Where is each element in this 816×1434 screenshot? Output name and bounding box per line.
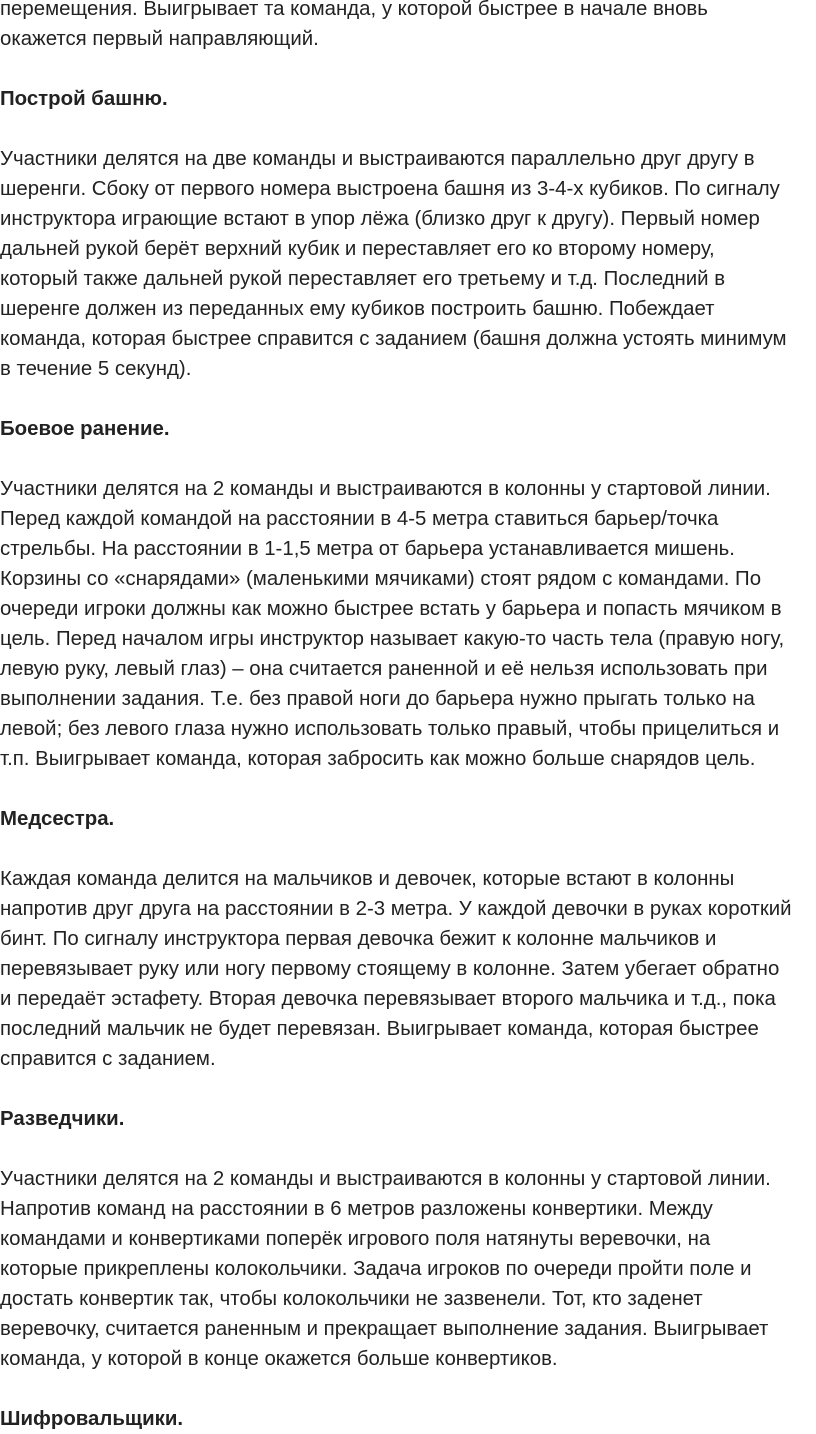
spacer [0,384,812,414]
section-paragraph-nurse: Каждая команда делится на мальчиков и девочек, которые встают в колонны напротив друг друга на расстоянии в 2-3 метра. У каждой девочки в руках короткий бинт. По сигналу инструктора первая девочка бежит к колонне мальчиков и перевязывает руку или ногу первому стоящему в колонне. Затем убегает обратно и передаёт эстафету. Вторая девочка перевязывает второго мальчика и т.д., пока последний мальчик не будет перевязан. Выигрывает команда, которая быстрее справится с заданием. [0,868,792,1070]
spacer [0,1374,812,1404]
section-paragraph-tower: Участники делятся на две команды и выстраиваются параллельно друг другу в шеренги. Сбоку от первого номера выстроена башня из 3-4-х кубиков. По сигналу инструктора играющие встают в упор лёжа (близко друг к другу). Первый номер дальней рукой берёт верхний кубик и переставляет его ко второму номеру, который также дальней рукой переставляет его третьему и т.д. Последний в шеренге должен из переданных ему кубиков построить башню. Побеждает команда, которая быстрее справится с заданием (башня должна устоять минимум в течение 5 секунд). [0,148,787,380]
section-paragraph-scouts: Участники делятся на 2 команды и выстраиваются в колонны у стартовой линии. Напротив команд на расстоянии в 6 метров разложены конвертики. Между командами и конвертиками поперёк игрового поля натянуты веревочки, на которые прикреплены колокольчики. Задача игроков по очереди пройти поле и достать конвертик так, чтобы колокольчики не зазвенели. Тот, кто заденет веревочку, считается раненным и прекращает выполнение задания. Выигрывает команда, у которой в конце окажется больше конвертиков. [0,1168,771,1370]
section-paragraph-wound: Участники делятся на 2 команды и выстраиваются в колонны у стартовой линии. Перед каждой командой на расстоянии в 4-5 метра ставиться барьер/точка стрельбы. На расстоянии в 1-1,5 метра от барьера устанавливается мишень. Корзины со «снарядами» (маленькими мячиками) стоят рядом с командами. По очереди игроки должны как можно быстрее встать у барьера и попасть мячиком в цель. Перед началом игры инструктор называет какую-то часть тела (правую ногу, левую руку, левый глаз) – она считается раненной и её нельзя использовать при выполнении задания. Т.е. без правой ноги до барьера нужно прыгать только на левой; без левого глаза нужно использовать только правый, чтобы прицелиться и т.п. Выигрывает команда, которая забросить как можно больше снарядов цель. [0,478,785,770]
spacer [0,1074,812,1104]
section-heading-nurse: Медсестра. [0,808,115,830]
section-heading-cryptographers: Шифровальщики. [0,1408,184,1430]
spacer [0,114,812,144]
section-heading-wound: Боевое ранение. [0,418,170,440]
spacer [0,444,812,474]
spacer [0,834,812,864]
spacer [0,54,812,84]
section-heading-tower: Построй башню. [0,88,168,110]
spacer [0,774,812,804]
intro-paragraph: перемещения. Выигрывает та команда, у которой быстрее в начале вновь окажется первый направляющий. [0,0,708,50]
section-heading-scouts: Разведчики. [0,1108,125,1130]
spacer [0,1134,812,1164]
